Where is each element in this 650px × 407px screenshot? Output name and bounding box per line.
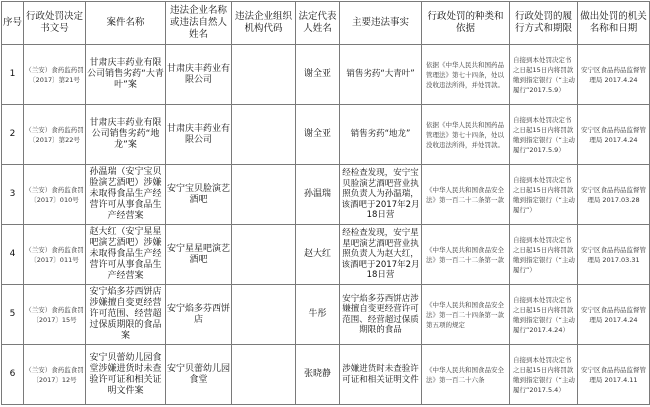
cell-company-name: 安宁宝贝脸演艺酒吧	[166, 165, 232, 225]
table-row	[2, 165, 650, 225]
cell-legal-rep: 牛彤	[296, 285, 340, 345]
cell-company-name: 甘肃庆丰药业有限公司	[166, 105, 232, 165]
cell-authority-date: 安宁区食品药品监督管理局 2017.4.24	[578, 285, 650, 345]
cell-case-name: 安宁贝蕾幼儿园食堂涉嫌进货时未查验许可证和相关证明文件案	[86, 345, 166, 405]
cell-main-facts: 涉嫌进货时未查验许可证和相关证明文件	[340, 345, 422, 405]
cell-authority-date: 安宁区食品药品监督管理局 2017.4.24	[578, 105, 650, 165]
cell-main-facts: 销售劣药“大青叶”	[340, 45, 422, 105]
header-row	[2, 2, 650, 45]
cell-case-name: 甘肃庆丰药业有限公司销售劣药“地龙”案	[86, 105, 166, 165]
table-row	[2, 45, 650, 105]
cell-case-name: 安宁焰多芬西饼店涉嫌擅自变更经营许可范围、经营超过保质期限的食品案	[86, 285, 166, 345]
cell-no: 2	[2, 105, 24, 165]
cell-doc-number: （兰安）食药监药罚〔2017〕第21号	[24, 45, 86, 105]
cell-performance: 自接到本处罚决定书之日起15日内将罚款缴到指定银行（“主动履行”）	[510, 225, 578, 285]
table-row	[2, 225, 650, 285]
cell-legal-rep: 孙温瑞	[296, 165, 340, 225]
cell-authority-date: 安宁区食品药品监督管理局 2017.4.24	[578, 45, 650, 105]
cell-penalty-basis: 《中华人民共和国食品安全法》第一百二十六条	[422, 345, 510, 405]
table-row	[2, 285, 650, 345]
penalty-table	[1, 1, 650, 405]
cell-org-code	[232, 345, 296, 405]
cell-no: 5	[2, 285, 24, 345]
header-no: 序号	[2, 2, 24, 45]
cell-main-facts: 销售劣药“地龙”	[340, 105, 422, 165]
cell-no: 1	[2, 45, 24, 105]
cell-org-code	[232, 105, 296, 165]
cell-no: 4	[2, 225, 24, 285]
cell-doc-number: （兰安）食药监食罚〔2017〕010号	[24, 165, 86, 225]
cell-company-name: 安宁焰多芬西饼店	[166, 285, 232, 345]
cell-case-name: 孙温瑞（安宁宝贝脸演艺酒吧）涉嫌未取得食品生产经营许可从事食品生产经营案	[86, 165, 166, 225]
cell-no: 3	[2, 165, 24, 225]
cell-performance: 自接到本处罚决定书之日起15日内将罚款缴到指定银行（“主动履行”2017.4.24）	[510, 285, 578, 345]
header-performance: 行政处罚的履行方式和期限	[510, 2, 578, 45]
header-org-code: 违法企业组织机构代码	[232, 2, 296, 45]
cell-performance: 自接到本处罚决定书之日起15日内将罚款缴到指定银行（“主动履行”2017.5.9）	[510, 105, 578, 165]
header-penalty-basis: 行政处罚的种类和依据	[422, 2, 510, 45]
cell-penalty-basis: 《中华人民共和国食品安全法》第一百二十四条第一款第五项的规定	[422, 285, 510, 345]
cell-legal-rep: 谢全亚	[296, 105, 340, 165]
cell-org-code	[232, 45, 296, 105]
table-row	[2, 345, 650, 405]
cell-main-facts: 经检查发现，安宁宝贝脸演艺酒吧营业执照负责人为孙温瑞，该酒吧于2017年2月18日营	[340, 165, 422, 225]
cell-legal-rep: 赵大红	[296, 225, 340, 285]
table-row	[2, 105, 650, 165]
cell-org-code	[232, 285, 296, 345]
header-doc-number: 行政处罚决定书文号	[24, 2, 86, 45]
cell-authority-date: 安宁区食品药品监督管理局 2017.03.28	[578, 165, 650, 225]
cell-company-name: 安宁星星吧演艺酒吧	[166, 225, 232, 285]
header-main-facts: 主要违法事实	[340, 2, 422, 45]
cell-doc-number: （兰安）食药监食罚〔2017〕011号	[24, 225, 86, 285]
cell-authority-date: 安宁区食品药品监督管理局 2017.03.31	[578, 225, 650, 285]
header-case-name: 案件名称	[86, 2, 166, 45]
cell-main-facts: 安宁焰多芬西饼店涉嫌擅自变更经营许可范围、经营超过保质期限的食品	[340, 285, 422, 345]
cell-company-name: 甘肃庆丰药业有限公司	[166, 45, 232, 105]
header-company-name: 违法企业名称或违法自然人姓名	[166, 2, 232, 45]
cell-legal-rep: 谢全亚	[296, 45, 340, 105]
cell-no: 6	[2, 345, 24, 405]
cell-performance: 自接到本处罚决定书之日起15日内将罚款缴到指定银行（“主动履行”2017.5.4）	[510, 345, 578, 405]
cell-org-code	[232, 165, 296, 225]
cell-penalty-basis: 依据《中华人民共和国药品管理法》第七十四条，处以没收违法所得，并处罚款。	[422, 45, 510, 105]
cell-case-name: 赵大红（安宁星星吧演艺酒吧）涉嫌未取得食品生产经营许可从事食品生产经营案	[86, 225, 166, 285]
cell-company-name: 安宁贝蕾幼儿园食堂	[166, 345, 232, 405]
header-authority-date: 做出处罚的机关名称和日期	[578, 2, 650, 45]
header-legal-rep: 法定代表人姓名	[296, 2, 340, 45]
cell-case-name: 甘肃庆丰药业有限公司销售劣药“大青叶”案	[86, 45, 166, 105]
cell-org-code	[232, 225, 296, 285]
cell-doc-number: （兰安）食药监食罚〔2017〕12号	[24, 345, 86, 405]
cell-penalty-basis: 依据《中华人民共和国药品管理法》第七十四条，处以没收违法所得，并处罚款。	[422, 105, 510, 165]
cell-penalty-basis: 《中华人民共和国食品安全法》第一百二十二条第一款	[422, 165, 510, 225]
cell-legal-rep: 张晓静	[296, 345, 340, 405]
cell-doc-number: （兰安）食药监食罚〔2017〕15号	[24, 285, 86, 345]
cell-main-facts: 经检查发现，安宁星星吧演艺酒吧营业执照负责人为赵大红，该酒吧于2017年2月18日营	[340, 225, 422, 285]
cell-performance: 自接到本处罚决定书之日起15日内将罚款缴到指定银行（“主动履行”2017.5.9）	[510, 45, 578, 105]
cell-performance: 自接到本处罚决定书之日起15日内将罚款缴到指定银行（“主动履行”）	[510, 165, 578, 225]
cell-penalty-basis: 《中华人民共和国食品安全法》第一百二十二条第一款	[422, 225, 510, 285]
cell-doc-number: （兰安）食药监药罚〔2017〕第22号	[24, 105, 86, 165]
cell-authority-date: 安宁区食品药品监督管理局 2017.4.11	[578, 345, 650, 405]
